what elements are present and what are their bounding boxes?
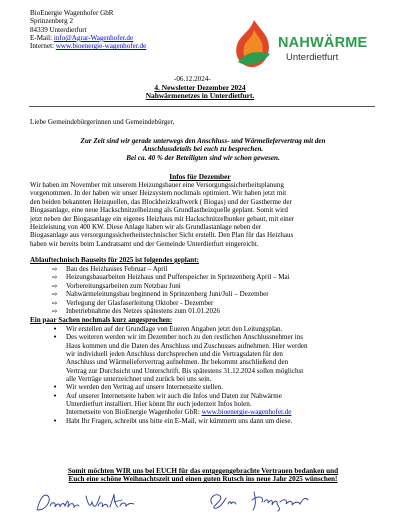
bullet-icon: • [53, 324, 58, 333]
schedule-item-text: Verlegung der Glasfaserleitung Oktober - Dezember [66, 298, 214, 307]
list-item [52, 392, 372, 417]
info-heading: Infos für Dezember [169, 172, 231, 181]
letter-date: -06.12.2024- [174, 75, 211, 83]
sender-city: 84339 Unterdietfurt [30, 25, 87, 34]
logo-subtitle: Unterdietfurt [286, 52, 339, 63]
web-label: Internet: [30, 42, 56, 51]
list-item [52, 273, 290, 281]
list-item [52, 307, 290, 315]
bullet-icon: • [53, 332, 58, 342]
bullet-icon: • [53, 390, 58, 400]
note-line: Auf unserer Internetseite haben wir auch die Infos und Daten zur Nahwärme [66, 391, 282, 400]
signature-second [206, 488, 326, 512]
note-line: alle Verträge unterzeichnet und zurück bei uns sein. [66, 375, 212, 384]
newsletter-title-line2: Nahwärmenetzes in Unterdietfurt. [145, 91, 255, 101]
sender-company: BioEnergie Wagenhofer GbR [30, 9, 114, 17]
schedule-item-text: Bau des Heizhauses Februar – April [66, 265, 168, 273]
schedule-item-text: Inbetriebnahme des Netzes spätestens zum 01.01.2026 [66, 307, 221, 316]
paragraph-line: jetzt neben der Biogasanlage ein eigenes Heizhaus mit Hackschnitzelbunker gebaut, mit einer [30, 214, 295, 223]
website-link[interactable]: www.bioenergie-wagenhofer.de [55, 42, 147, 51]
sender-web-row [30, 42, 146, 50]
header-divider [29, 106, 375, 107]
sender-street: Sprinzenberg 2 [30, 17, 74, 26]
arrow-right-icon: ⇨ [52, 265, 58, 273]
schedule-item-text: Vorbereitungsarbeiten zum Netzbau Juni [66, 281, 181, 290]
paragraph-line: Biogasanlage, eine neue Hackschnitzelheizung als Grundlastheizquelle geplant. Somit wird [30, 206, 288, 215]
intro-line: Bei ca. 40 % der Beteiligten sind wir schon gewesen. [126, 153, 280, 162]
notes-heading: Ein paar Sachen nochmals kurz angesprochen: [30, 316, 173, 324]
paragraph-line: Heizleistung von 400 KW. Diese Anlage haben wir als Grundlastanlage neben der [30, 223, 262, 232]
paragraph-line: vorgenommen. In der haben wir unser Heizsystem nochmals optimiert. Wir haben jetzt mit [30, 189, 287, 198]
nahwaerme-logo [230, 16, 372, 76]
paragraph-line: Biogasanlage aus versorgungssicherheitstechnischer Sicht erstellt. Den Plan für das Heizhaus [30, 231, 294, 240]
newsletter-title-line1: 4. Newsletter Dezember 2024 [154, 83, 246, 92]
website-link[interactable]: www.bioenergie-wagenhofer.de [201, 408, 292, 417]
list-item [52, 333, 372, 383]
paragraph-line: den beiden bekannten Heizquellen, das Blockheizkraftwerk ( Biogas) und der Gastherme der [30, 197, 292, 206]
closing-message [30, 467, 376, 484]
list-item [52, 417, 372, 425]
list-item [52, 325, 372, 333]
note-line: Des weiteren werden wir im Dezember noch zu den restlichen Anschlussnehmer ins [66, 333, 303, 342]
sender-email-row [30, 34, 146, 42]
closing-line: Euch eine schöne Weihnachtszeit und einen guten Rutsch ins neue Jahr 2025 wünschen! [68, 475, 338, 484]
arrow-right-icon: ⇨ [52, 281, 58, 290]
list-item [52, 265, 290, 273]
closing-line: Somit möchten WIR uns bei EUCH für das entgegengebrachte Vertrauen bedanken und [67, 467, 339, 475]
bullet-icon: • [53, 415, 58, 425]
sender-address [30, 9, 146, 50]
arrow-right-icon: ⇨ [52, 307, 58, 316]
greeting: Liebe Gemeindebürgerinnen und Gemeindebürger, [30, 118, 175, 126]
paragraph-line: Wir haben im November mit unserem Heizungsbauer eine Versorgungssicherheitsplanung [30, 181, 284, 189]
schedule-list [52, 265, 290, 315]
paragraph-line: haben wir bereits beim Landratsamt und der Gemeinde Unterdietfurt eingereicht. [30, 239, 259, 248]
intro-line: Anschlussdetails bei euch zu besprechen. [142, 145, 264, 154]
note-line: Vertrag zur Durchsicht und Unterschrift. Bis spätestens 31.12.2024 sollen möglichst [66, 366, 304, 375]
schedule-item-text: Nahwärmeleitungsbau beginnend in Sprinzenberg Juni/Juli – Dezember [66, 290, 269, 299]
arrow-right-icon: ⇨ [52, 298, 58, 307]
schedule-heading: Ablauftechnisch Bauseits für 2025 ist folgendes geplant: [30, 256, 199, 264]
flame-leaf-icon [232, 18, 276, 70]
note-text: Habt Ihr Fragen, schreibt uns bitte ein E-Mail, wir kümmern uns dann um diese. [66, 416, 293, 425]
email-label: E-Mail: [30, 33, 54, 42]
note-text: Wir werden den Vertrag auf unsere Internetseite stellen. [66, 383, 223, 392]
list-item [52, 383, 372, 391]
schedule-item-text: Heizungsbauarbeiten Heizhaus und Pufferspeicher in Sprinzenberg April – Mai [66, 273, 290, 282]
bullet-icon: • [53, 382, 58, 392]
arrow-right-icon: ⇨ [52, 290, 58, 299]
intro-paragraph [30, 137, 376, 162]
arrow-right-icon: ⇨ [52, 273, 58, 282]
note-line: Unterdietfurt installiert. Hier könnt Ihr euch jederzeit Infos holen. [66, 400, 252, 409]
signature-daniel [34, 490, 144, 514]
email-link[interactable]: info@Agrar-Wagenhofer.de [53, 33, 134, 42]
intro-line: Zur Zeit sind wir gerade unterwegs den Anschluss- und Wärmeliefervertrag mit den [80, 137, 326, 145]
list-item [52, 290, 290, 298]
note-line [66, 408, 372, 416]
list-item [52, 282, 290, 290]
note-line: Haus kommen und die Daten des Anschluss und Zuschusses aufnehmen. Hier werden [66, 341, 308, 350]
newsletter-title [0, 84, 400, 101]
notes-list [52, 325, 372, 425]
logo-title: NAHWÄRME [278, 35, 368, 51]
info-paragraph [30, 181, 376, 248]
note-line: Anschluss und Wärmeliefervertrag aufnehmen. Ihr bekommt anschließend den [66, 358, 289, 367]
website-label: Internetseite von BioEnergie Wagenhofer GbR: [66, 408, 202, 417]
note-line: wir individuell jeden Anschluss durchsprechen und die Vertragsdaten für den [66, 350, 283, 359]
list-item [52, 299, 290, 307]
note-text: Wir erstellen auf der Grundlage von Eueren Angaben jetzt den Leitungsplan. [66, 325, 283, 333]
